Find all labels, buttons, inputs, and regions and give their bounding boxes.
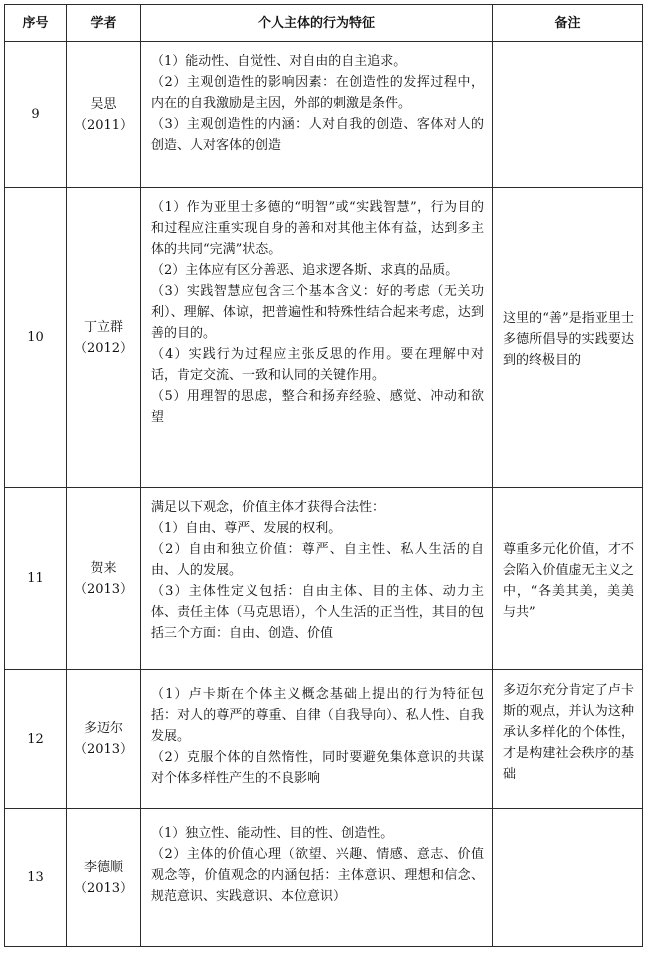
feature-item: （1）作为亚里士多德的“明智”或“实践智慧”，行为目的和过程应注重实现自身的善和对其他主体有益，达到多主体的共同“完满”状态。	[151, 200, 484, 257]
features-cell	[141, 670, 493, 809]
feature-item: （1）独立性、能动性、目的性、创造性。	[151, 826, 394, 841]
note-cell	[493, 809, 643, 947]
feature-item: （1）自由、尊严、发展的权利。	[151, 521, 342, 536]
note-cell: 尊重多元化价值，才不会陷入价值虚无主义之中，“各美其美，美美与共”	[493, 488, 643, 670]
scholar-name: 多迈尔	[83, 721, 123, 736]
table-row	[5, 488, 643, 670]
feature-item: （2）主观创造性的影响因素：在创造性的发挥过程中，内在的自我激励是主因，外部的刺激是条件。	[151, 75, 484, 111]
features-cell	[141, 188, 493, 488]
table-row	[5, 188, 643, 488]
features-cell	[141, 809, 493, 947]
row-number: 10	[5, 188, 67, 488]
header-note: 备注	[493, 5, 643, 42]
scholar-cell	[67, 488, 141, 670]
feature-item: （2）主体应有区分善恶、追求逻各斯、求真的品质。	[151, 263, 459, 278]
feature-item: （3）主观创造性的内涵：人对自我的创造、客体对人的创造、人对客体的创造	[151, 117, 484, 153]
header-scholar: 学者	[67, 5, 141, 42]
feature-item: （2）克服个体的自然惰性，同时要避免集体意识的共谋对个体多样性产生的不良影响	[151, 750, 484, 786]
table-row	[5, 809, 643, 947]
scholar-year: （2013）	[73, 581, 134, 597]
scholar-cell	[67, 809, 141, 947]
note-cell: 这里的“善”是指亚里士多德所倡导的实践要达到的终极目的	[493, 188, 643, 488]
feature-item: （1）能动性、自觉性、对自由的自主追求。	[151, 54, 407, 69]
scholar-year: （2013）	[73, 880, 134, 896]
row-number: 9	[5, 42, 67, 188]
scholar-year: （2011）	[73, 117, 134, 133]
scholar-name: 贺来	[90, 560, 117, 576]
feature-item: （2）主体的价值心理（欲望、兴趣、情感、意志、价值观念等，价值观念的内涵包括：主体意识、理想和信念、规范意识、实践意识、本位意识）	[151, 847, 484, 904]
scholar-name: 李德顺	[83, 859, 123, 875]
scholar-table	[4, 4, 643, 947]
feature-item: （3）主体性定义包括：自由主体、目的主体、动力主体、责任主体（马克思语），个人生活的正当性，其目的包括三个方面：自由、创造、价值	[151, 584, 484, 641]
table-row	[5, 670, 643, 809]
feature-item: （1）卢卡斯在个体主义概念基础上提出的行为特征包括：对人的尊严的尊重、自律（自我导向）、私人性、自我发展。	[151, 687, 484, 744]
note-cell: 多迈尔充分肯定了卢卡斯的观点，并认为这种承认多样化的个体性，才是构建社会秩序的基础	[493, 670, 643, 809]
row-number: 13	[5, 809, 67, 947]
feature-item: （4）实践行为过程应主张反思的作用。要在理解中对话，肯定交流、一致和认同的关键作用。	[151, 347, 484, 383]
table-row	[5, 42, 643, 188]
scholar-cell	[67, 42, 141, 188]
row-number: 12	[5, 670, 67, 809]
row-number: 11	[5, 488, 67, 670]
scholar-year: （2013）	[73, 742, 134, 757]
feature-item: （3）实践智慧应包含三个基本含义：好的考虑（无关功利）、理解、体谅，把普遍性和特殊性结合起来考虑，达到善的目的。	[151, 284, 484, 341]
scholar-name: 吴思	[90, 96, 117, 112]
feature-item: （5）用理智的思虑，整合和扬弃经验、感觉、冲动和欲望	[151, 389, 484, 425]
scholar-cell	[67, 188, 141, 488]
header-row	[5, 5, 643, 42]
feature-item: （2）自由和独立价值：尊严、自主性、私人生活的自由、人的发展。	[151, 542, 484, 578]
scholar-year: （2012）	[73, 340, 134, 356]
header-no: 序号	[5, 5, 67, 42]
features-cell	[141, 488, 493, 670]
feature-item: 满足以下观念，价值主体才获得合法性：	[151, 500, 386, 515]
note-cell	[493, 42, 643, 188]
header-features: 个人主体的行为特征	[141, 5, 493, 42]
scholar-cell	[67, 670, 141, 809]
features-cell	[141, 42, 493, 188]
scholar-name: 丁立群	[83, 319, 123, 335]
